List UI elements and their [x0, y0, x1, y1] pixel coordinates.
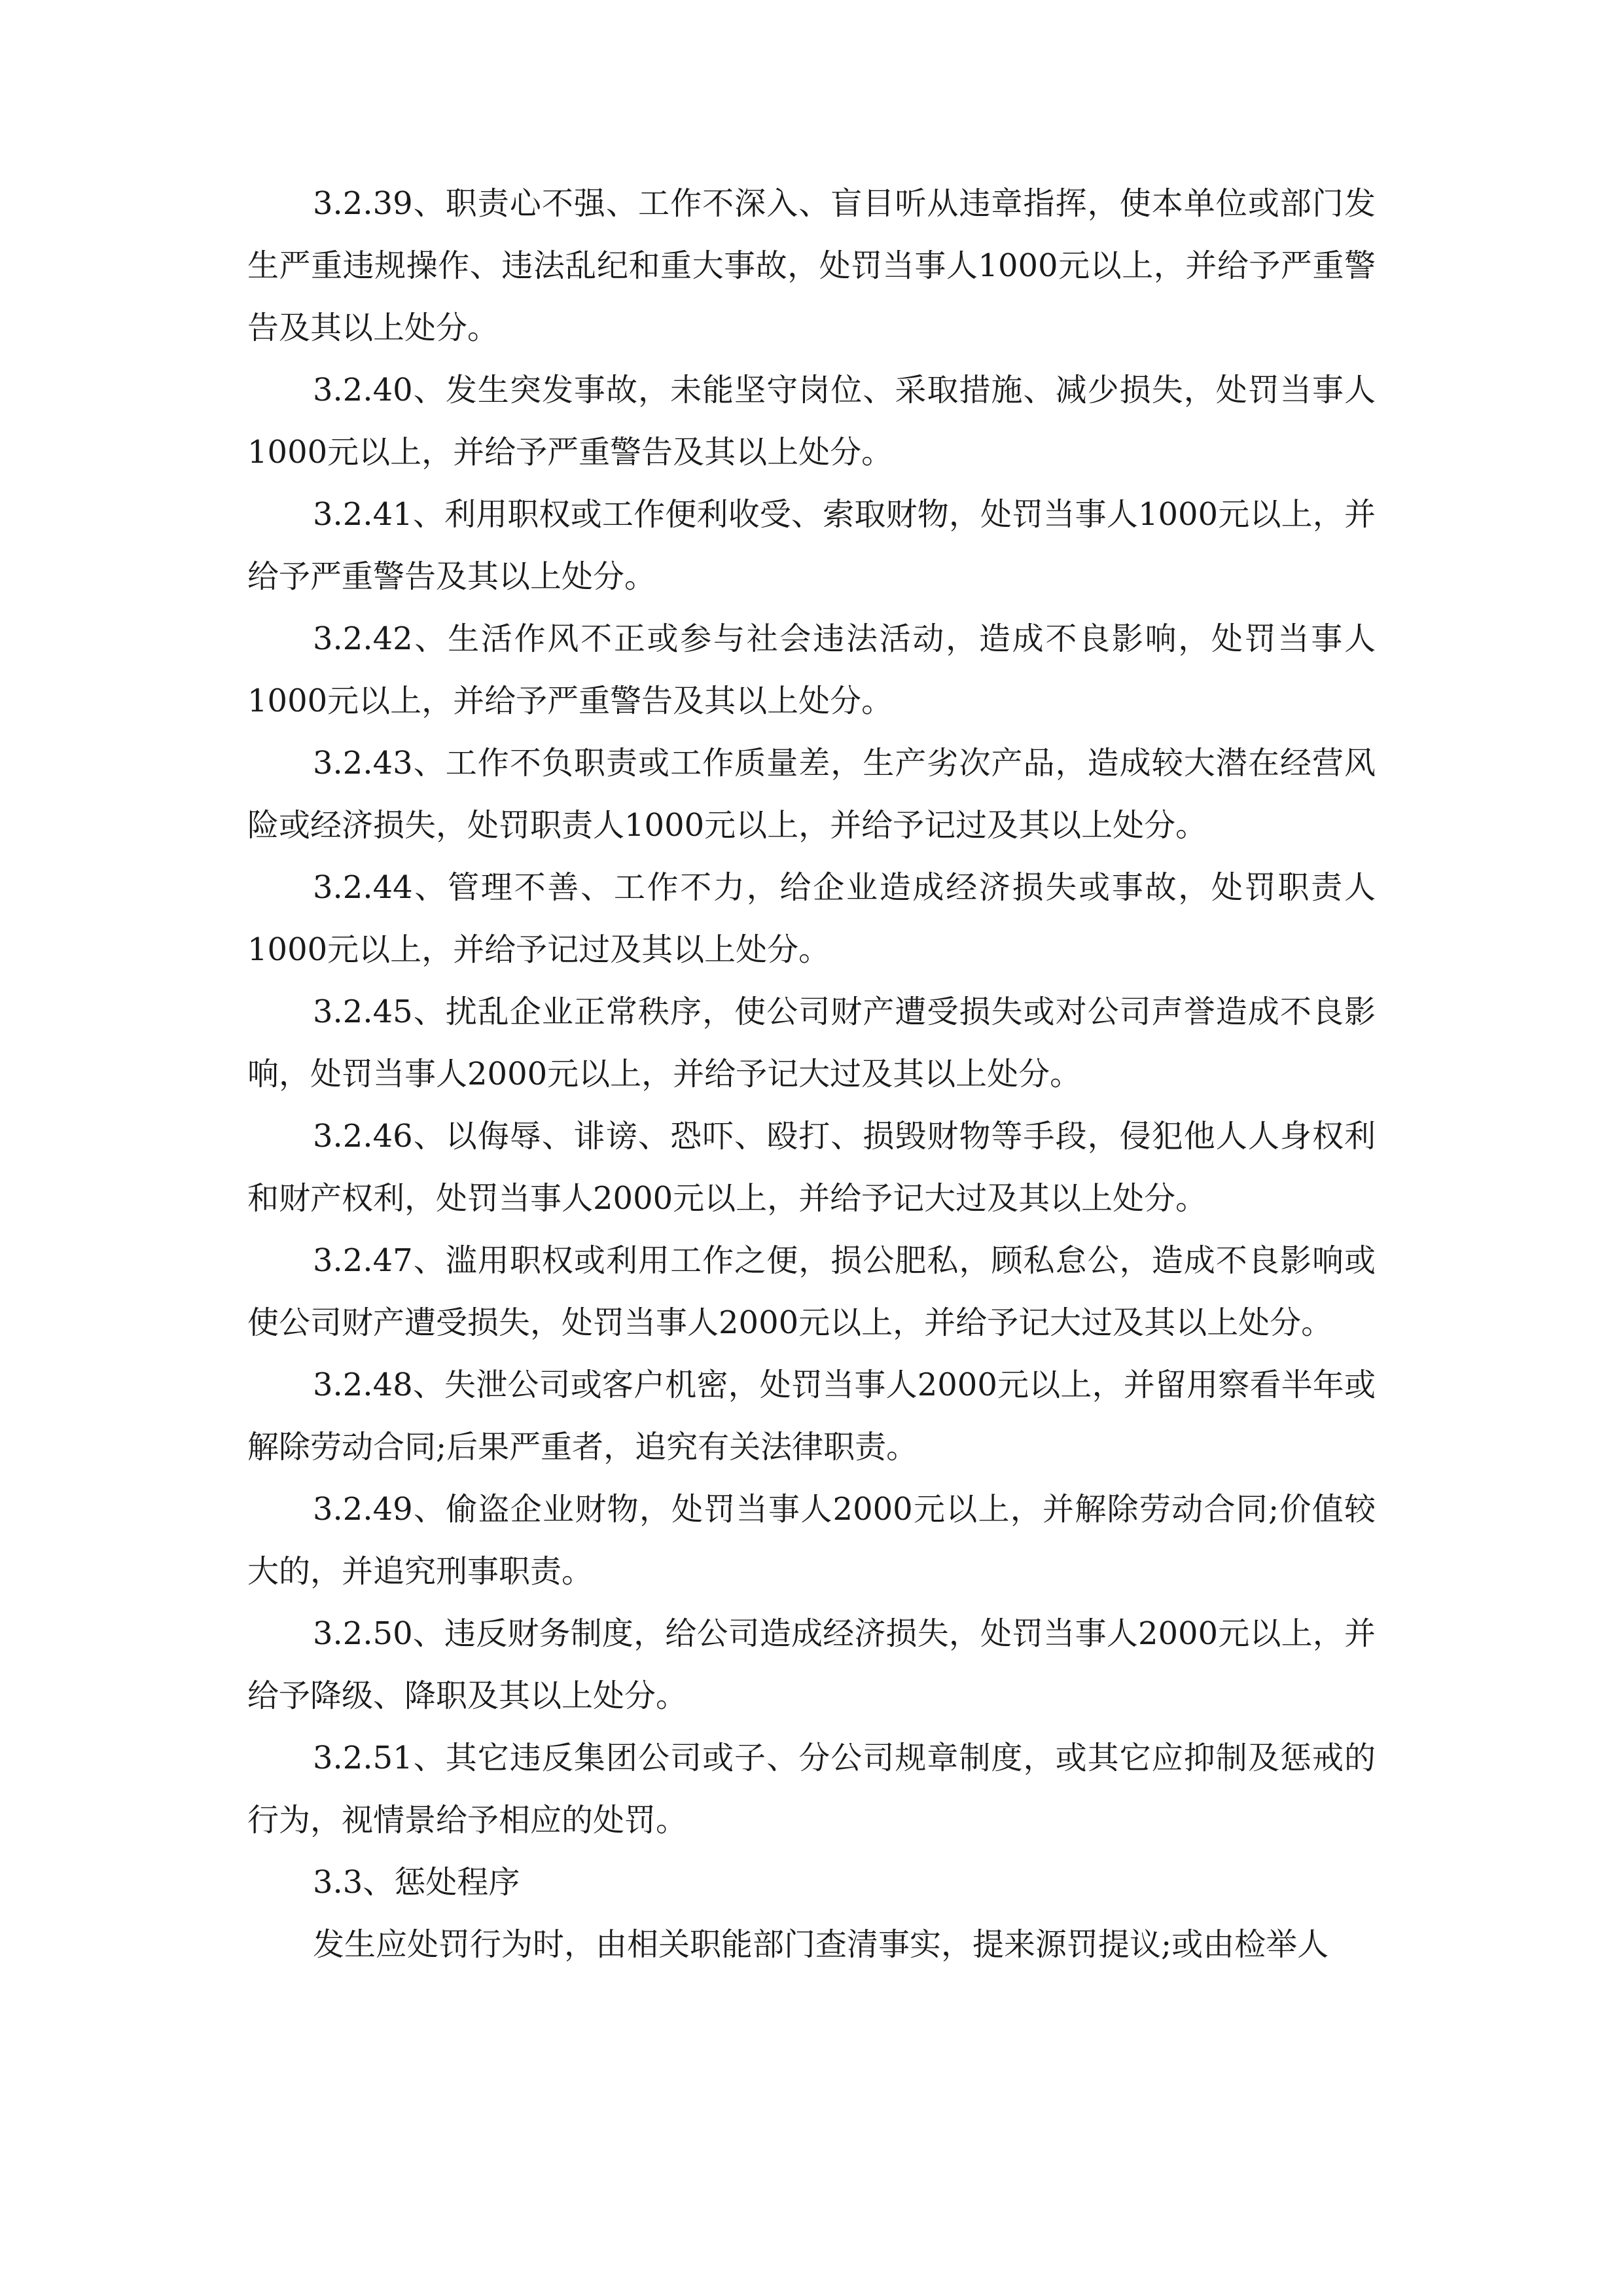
paragraph-3-2-39: 3.2.39、职责心不强、工作不深入、盲目听从违章指挥，使本单位或部门发生严重违规操作、违法乱纪和重大事故，处罚当事人1000元以上，并给予严重警告及其以上处分。: [247, 185, 1376, 346]
document-body: [247, 173, 1376, 1976]
section-heading-3-3: 3.3、惩处程序: [313, 1864, 520, 1901]
paragraph-3-2-47: 3.2.47、滥用职权或利用工作之便，损公肥私，顾私怠公，造成不良影响或使公司财产遭受损失，处罚当事人2000元以上，并给予记大过及其以上处分。: [247, 1242, 1376, 1341]
paragraph-3-2-40: 3.2.40、发生突发事故，未能坚守岗位、采取措施、减少损失，处罚当事人1000元以上，并给予严重警告及其以上处分。: [247, 372, 1376, 471]
paragraph-3-2-45: 3.2.45、扰乱企业正常秩序，使公司财产遭受损失或对公司声誉造成不良影响，处罚当事人2000元以上，并给予记大过及其以上处分。: [247, 994, 1376, 1092]
paragraph-3-2-50: 3.2.50、违反财务制度，给公司造成经济损失，处罚当事人2000元以上，并给予降级、降职及其以上处分。: [247, 1615, 1376, 1714]
paragraph-3-2-48: 3.2.48、失泄公司或客户机密，处罚当事人2000元以上，并留用察看半年或解除劳动合同;后果严重者，追究有关法律职责。: [247, 1367, 1376, 1465]
paragraph-3-2-49: 3.2.49、偷盗企业财物，处罚当事人2000元以上，并解除劳动合同;价值较大的，并追究刑事职责。: [247, 1491, 1376, 1590]
paragraph-3-2-42: 3.2.42、生活作风不正或参与社会违法活动，造成不良影响，处罚当事人1000元以上，并给予严重警告及其以上处分。: [247, 620, 1376, 719]
paragraph-3-2-44: 3.2.44、管理不善、工作不力，给企业造成经济损失或事故，处罚职责人1000元以上，并给予记过及其以上处分。: [247, 869, 1376, 968]
paragraph-3-2-41: 3.2.41、利用职权或工作便利收受、索取财物，处罚当事人1000元以上，并给予严重警告及其以上处分。: [247, 496, 1376, 595]
paragraph-3-2-46: 3.2.46、以侮辱、诽谤、恐吓、殴打、损毁财物等手段，侵犯他人人身权利和财产权利，处罚当事人2000元以上，并给予记大过及其以上处分。: [247, 1118, 1376, 1217]
paragraph-3-2-43: 3.2.43、工作不负职责或工作质量差，生产劣次产品，造成较大潜在经营风险或经济损失，处罚职责人1000元以上，并给予记过及其以上处分。: [247, 745, 1376, 844]
paragraph-3-2-51: 3.2.51、其它违反集团公司或子、分公司规章制度，或其它应抑制及惩戒的行为，视情景给予相应的处罚。: [247, 1740, 1376, 1839]
paragraph-procedure: 发生应处罚行为时，由相关职能部门查清事实，提来源罚提议;或由检举人: [313, 1926, 1329, 1963]
